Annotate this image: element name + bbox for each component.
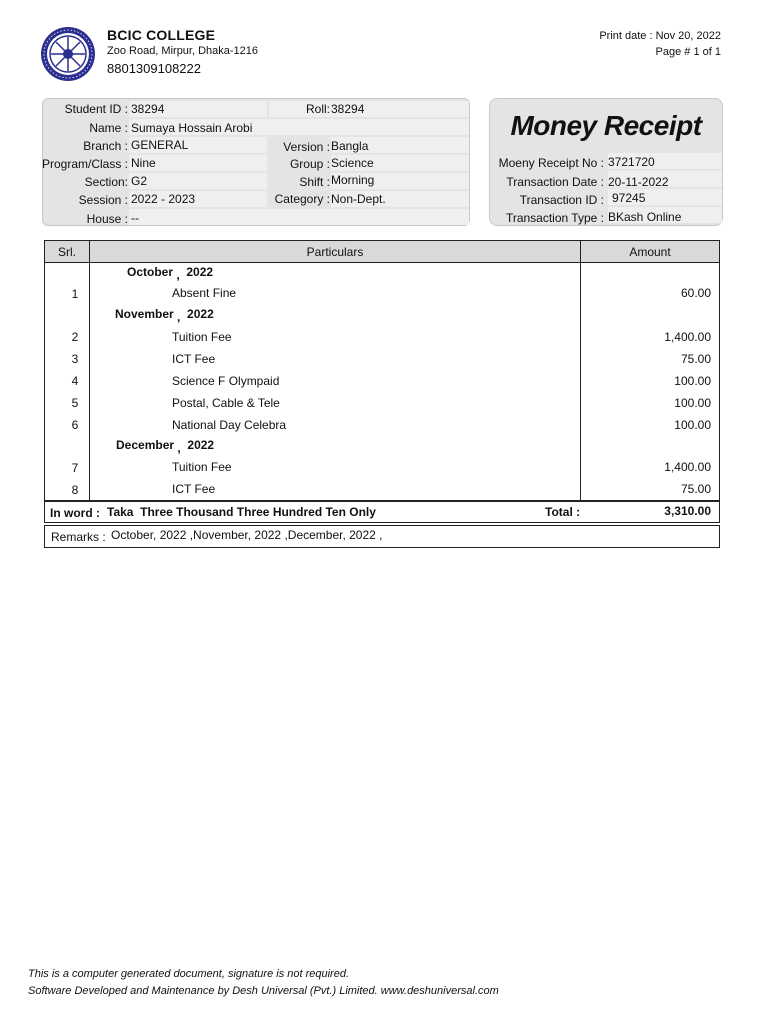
- row-particular: Absent Fine: [172, 286, 237, 300]
- table-header: [45, 241, 719, 263]
- branch-label: Branch :: [83, 139, 128, 153]
- row-srl: 8: [71, 483, 79, 497]
- section-label: Section:: [84, 175, 128, 189]
- session-value: 2022 - 2023: [131, 192, 196, 206]
- group-value: Science: [331, 156, 374, 170]
- shift-label: Shift :: [299, 175, 330, 189]
- college-logo: [40, 26, 96, 82]
- amount-in-words: Taka Three Thousand Three Hundred Ten Only: [107, 505, 376, 519]
- program-label: Program/Class :: [41, 157, 128, 171]
- student-id-label: Student ID :: [64, 102, 128, 116]
- row-amount: 100.00: [674, 418, 711, 432]
- version-value: Bangla: [331, 139, 369, 153]
- row-srl: 4: [71, 374, 79, 388]
- name-value: Sumaya Hossain Arobi: [131, 121, 253, 135]
- fee-items-table: [44, 240, 720, 501]
- student-id-value: 38294: [131, 102, 165, 116]
- row-amount: 100.00: [674, 374, 711, 388]
- branch-value: GENERAL: [131, 138, 189, 152]
- column-header-particulars: Particulars: [306, 245, 364, 259]
- row-amount: 75.00: [680, 482, 711, 496]
- row-srl: 1: [71, 287, 79, 301]
- row-amount: 75.00: [680, 352, 711, 366]
- roll-value: 38294: [331, 102, 365, 116]
- column-header-srl: Srl.: [58, 245, 76, 259]
- row-particular: Science F Olympaid: [172, 374, 280, 388]
- college-phone: 8801309108222: [107, 61, 201, 76]
- column-divider: [580, 241, 581, 500]
- version-label: Version :: [283, 140, 330, 154]
- remarks-label: Remarks :: [51, 530, 106, 544]
- row-amount: 100.00: [674, 396, 711, 410]
- receipt-title: Money Receipt: [510, 110, 702, 141]
- row-particular: ICT Fee: [172, 482, 216, 496]
- row-particular: ICT Fee: [172, 352, 216, 366]
- category-label: Category :: [274, 192, 330, 206]
- program-value: Nine: [131, 156, 156, 170]
- transaction-type-value: BKash Online: [608, 210, 682, 224]
- receipt-no-value: 3721720: [608, 155, 655, 169]
- shift-value: Morning: [331, 173, 375, 187]
- row-amount: 1,400.00: [664, 330, 711, 344]
- total-label: Total :: [545, 505, 581, 519]
- transaction-date-label: Transaction Date :: [506, 175, 604, 189]
- row-srl: 5: [71, 396, 79, 410]
- transaction-type-label: Transaction Type :: [505, 211, 604, 225]
- section-value: G2: [131, 174, 148, 188]
- row-srl: 2: [71, 330, 79, 344]
- row-amount: 60.00: [680, 286, 711, 300]
- name-label: Name :: [89, 121, 128, 135]
- house-value: --: [131, 211, 139, 225]
- category-value: Non-Dept.: [331, 192, 386, 206]
- row-srl: 3: [71, 352, 79, 366]
- house-label: House :: [86, 212, 128, 226]
- total-amount: 3,310.00: [664, 504, 711, 518]
- row-particular: Postal, Cable & Tele: [172, 396, 280, 410]
- page-number: Page # 1 of 1: [655, 46, 721, 58]
- print-date: Print date : Nov 20, 2022: [599, 30, 721, 42]
- receipt-no-label: Moeny Receipt No :: [498, 156, 604, 170]
- row-particular: Tuition Fee: [172, 460, 232, 474]
- session-label: Session :: [78, 193, 128, 207]
- transaction-date-value: 20-11-2022: [608, 175, 669, 189]
- row-srl: 7: [71, 461, 79, 475]
- roll-label: Roll:: [305, 102, 330, 116]
- month-heading: December , 2022: [116, 438, 215, 455]
- column-header-amount: Amount: [629, 245, 671, 259]
- transaction-id-value: 97245: [612, 191, 646, 205]
- month-heading: November , 2022: [115, 307, 214, 324]
- college-name: BCIC COLLEGE: [107, 27, 216, 43]
- total-row: [44, 500, 720, 523]
- row-particular: Tuition Fee: [172, 330, 232, 344]
- group-label: Group :: [289, 157, 330, 171]
- college-address: Zoo Road, Mirpur, Dhaka-1216: [107, 45, 259, 57]
- footer-disclaimer: This is a computer generated document, signature is not required.: [28, 968, 350, 980]
- remarks-text: October, 2022 ,November, 2022 ,December, 2022 ,: [111, 528, 383, 542]
- month-heading: October , 2022: [127, 265, 214, 282]
- remarks-row: [44, 525, 720, 548]
- transaction-id-label: Transaction ID :: [519, 193, 604, 207]
- in-word-label: In word :: [50, 506, 100, 520]
- row-srl: 6: [71, 418, 79, 432]
- footer-developer-credit: Software Developed and Maintenance by Desh Universal (Pvt.) Limited. www.deshuniversal.com: [28, 985, 499, 997]
- row-particular: National Day Celebra: [172, 418, 287, 432]
- row-amount: 1,400.00: [664, 460, 711, 474]
